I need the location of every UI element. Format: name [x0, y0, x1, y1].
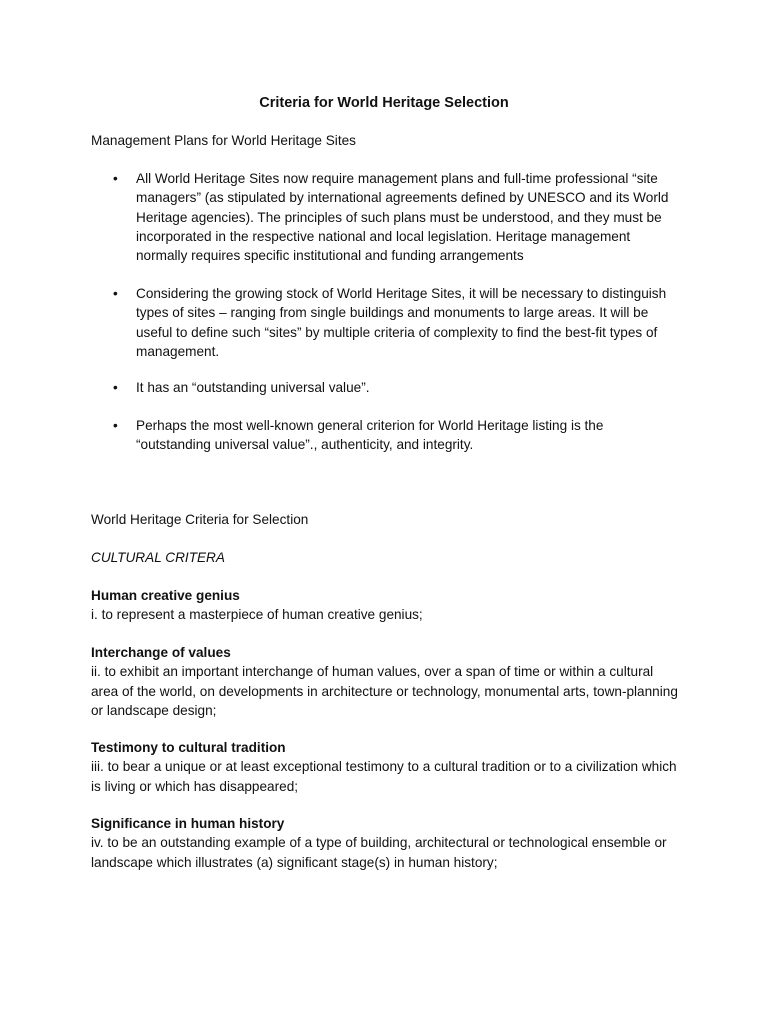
bullet-item-site-managers: All World Heritage Sites now require management plans and full-time professional “site managers” (as stipulated by international agreements defined by UNESCO and its World Heritage agencies). The principles of such plans must be understood, and they must be incorporated in the respective national and local legislation. Heritage management normally requires specific institutional and funding arrangements: [136, 171, 669, 264]
bullet-marker: •: [113, 418, 118, 433]
criterion-text: ii. to exhibit an important interchange of human values, over a span of time or within a cultural area of the world, on developments in architecture or technology, monumental arts, town-planning or landscape design;: [91, 664, 678, 718]
cultural-criteria-label: CULTURAL CRITERA: [91, 550, 225, 565]
criterion-block: [91, 738, 681, 796]
section-heading-criteria: World Heritage Criteria for Selection: [91, 512, 309, 527]
criterion-text: iv. to be an outstanding example of a type of building, architectural or technological ensemble or landscape which illustrates (a) significant stage(s) in human history;: [91, 835, 667, 870]
criterion-heading: Testimony to cultural tradition: [91, 740, 286, 755]
bullet-item-outstanding-value: It has an “outstanding universal value”.: [136, 380, 370, 395]
criterion-heading: Interchange of values: [91, 645, 231, 660]
bullet-item-growing-stock: Considering the growing stock of World Heritage Sites, it will be necessary to distinguish types of sites – ranging from single buildings and monuments to large areas. It will be useful to define such “sites” by multiple criteria of complexity to find the best-fit types of management.: [136, 286, 667, 359]
criterion-text: iii. to bear a unique or at least exceptional testimony to a cultural tradition or to a civilization which is living or which has disappeared;: [91, 759, 677, 794]
bullet-item-general-criterion: Perhaps the most well-known general criterion for World Heritage listing is the “outstanding universal value”., authenticity, and integrity.: [136, 418, 604, 453]
page-title: Criteria for World Heritage Selection: [259, 95, 509, 111]
criterion-block: [91, 814, 681, 872]
criterion-block: [91, 643, 681, 720]
criterion-heading: Significance in human history: [91, 816, 285, 831]
bullet-marker: •: [113, 171, 118, 186]
criterion-heading: Human creative genius: [91, 588, 240, 603]
bullet-marker: •: [113, 286, 118, 301]
criterion-text: i. to represent a masterpiece of human creative genius;: [91, 607, 423, 623]
bullet-marker: •: [113, 380, 118, 395]
criterion-block: [91, 586, 691, 625]
section-heading-management: Management Plans for World Heritage Sites: [91, 133, 356, 148]
